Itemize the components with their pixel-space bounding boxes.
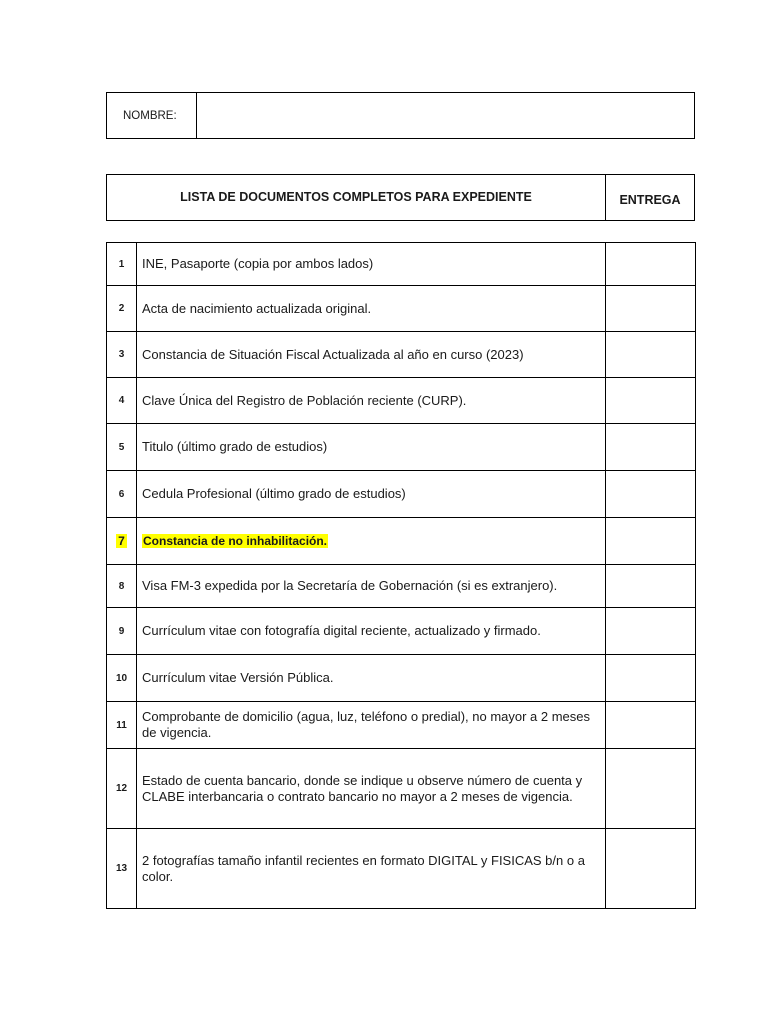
document-description: Acta de nacimiento actualizada original. xyxy=(137,286,606,332)
document-description: Estado de cuenta bancario, donde se indique u observe número de cuenta y CLABE interbancaria o contrato bancario no mayor a 2 meses de vigencia. xyxy=(137,749,606,829)
table-row xyxy=(107,424,696,471)
table-row xyxy=(107,378,696,424)
document-description: Constancia de Situación Fiscal Actualizada al año en curso (2023) xyxy=(137,332,606,378)
delivery-checkbox-cell[interactable] xyxy=(606,565,696,608)
document-number: 10 xyxy=(107,655,137,702)
delivery-checkbox-cell[interactable] xyxy=(606,518,696,565)
document-list-header xyxy=(106,174,695,221)
document-description: Currículum vitae con fotografía digital reciente, actualizado y firmado. xyxy=(137,608,606,655)
table-row xyxy=(107,829,696,909)
document-description: INE, Pasaporte (copia por ambos lados) xyxy=(137,243,606,286)
delivery-checkbox-cell[interactable] xyxy=(606,702,696,749)
document-number: 2 xyxy=(107,286,137,332)
table-row xyxy=(107,565,696,608)
delivery-checkbox-cell[interactable] xyxy=(606,424,696,471)
delivery-column-header: ENTREGA xyxy=(606,175,695,221)
document-number: 5 xyxy=(107,424,137,471)
delivery-checkbox-cell[interactable] xyxy=(606,378,696,424)
delivery-checkbox-cell[interactable] xyxy=(606,286,696,332)
delivery-checkbox-cell[interactable] xyxy=(606,608,696,655)
document-description: 2 fotografías tamaño infantil recientes en formato DIGITAL y FISICAS b/n o a color. xyxy=(137,829,606,909)
document-number: 3 xyxy=(107,332,137,378)
table-row xyxy=(107,286,696,332)
table-row-highlighted xyxy=(107,518,696,565)
document-description: Comprobante de domicilio (agua, luz, teléfono o predial), no mayor a 2 meses de vigencia. xyxy=(137,702,606,749)
document-list-title: LISTA DE DOCUMENTOS COMPLETOS PARA EXPEDIENTE xyxy=(107,175,606,221)
table-row xyxy=(107,471,696,518)
document-number: 11 xyxy=(107,702,137,749)
document-number: 7 xyxy=(118,534,125,548)
document-number: 13 xyxy=(107,829,137,909)
table-row xyxy=(107,655,696,702)
name-table xyxy=(106,92,695,139)
delivery-checkbox-cell[interactable] xyxy=(606,829,696,909)
table-row xyxy=(107,332,696,378)
documents-table xyxy=(106,242,696,909)
table-row xyxy=(107,702,696,749)
document-description-highlighted: Constancia de no inhabilitación. xyxy=(143,534,328,548)
document-description: Currículum vitae Versión Pública. xyxy=(137,655,606,702)
delivery-checkbox-cell[interactable] xyxy=(606,749,696,829)
document-number: 4 xyxy=(107,378,137,424)
name-field[interactable] xyxy=(197,93,695,139)
table-row xyxy=(107,243,696,286)
name-label: NOMBRE: xyxy=(107,93,197,139)
document-description: Titulo (último grado de estudios) xyxy=(137,424,606,471)
document-number: 1 xyxy=(107,243,137,286)
delivery-checkbox-cell[interactable] xyxy=(606,471,696,518)
table-row xyxy=(107,749,696,829)
document-description: Visa FM-3 expedida por la Secretaría de Gobernación (si es extranjero). xyxy=(137,565,606,608)
table-row xyxy=(107,608,696,655)
document-number: 9 xyxy=(107,608,137,655)
document-description: Clave Única del Registro de Población reciente (CURP). xyxy=(137,378,606,424)
document-description: Cedula Profesional (último grado de estudios) xyxy=(137,471,606,518)
delivery-checkbox-cell[interactable] xyxy=(606,655,696,702)
document-number: 6 xyxy=(107,471,137,518)
document-number: 12 xyxy=(107,749,137,829)
delivery-checkbox-cell[interactable] xyxy=(606,332,696,378)
delivery-checkbox-cell[interactable] xyxy=(606,243,696,286)
document-number: 8 xyxy=(107,565,137,608)
